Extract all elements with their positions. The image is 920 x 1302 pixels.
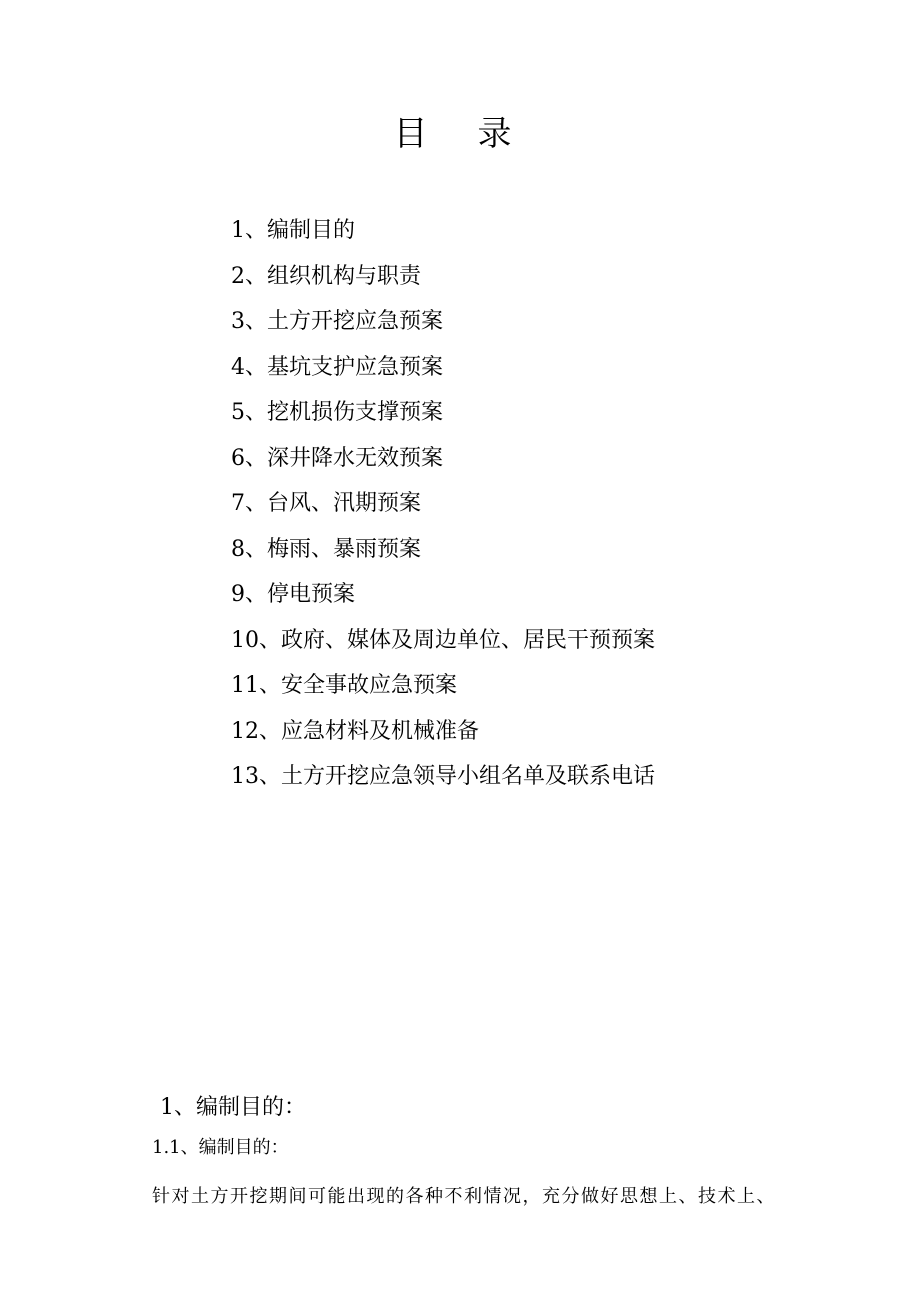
toc-list: [231, 208, 655, 800]
toc-item: 7、台风、汛期预案: [231, 491, 421, 516]
toc-item: 3、土方开挖应急预案: [231, 309, 443, 334]
toc-item: 9、停电预案: [231, 582, 355, 607]
toc-item: 11、安全事故应急预案: [231, 673, 457, 698]
subsection-heading: 1.1、编制目的：: [152, 1137, 289, 1158]
toc-item: 13、土方开挖应急领导小组名单及联系电话: [231, 764, 655, 789]
toc-item: 10、政府、媒体及周边单位、居民干预预案: [231, 627, 655, 653]
toc-item: 4、基坑支护应急预案: [231, 354, 443, 380]
toc-item: 12、应急材料及机械准备: [231, 718, 479, 744]
section-heading: 1、编制目的：: [160, 1095, 306, 1120]
toc-title: 目录: [393, 114, 562, 154]
toc-item: 2、组织机构与职责: [231, 263, 421, 289]
body-paragraph: 针对土方开挖期间可能出现的各种不利情况，充分做好思想上、技术上、: [152, 1186, 776, 1207]
toc-item: 5、挖机损伤支撑预案: [231, 400, 443, 425]
toc-item: 8、梅雨、暴雨预案: [231, 536, 421, 562]
toc-item: 6、深井降水无效预案: [231, 445, 443, 471]
toc-item: 1、编制目的: [231, 218, 355, 243]
